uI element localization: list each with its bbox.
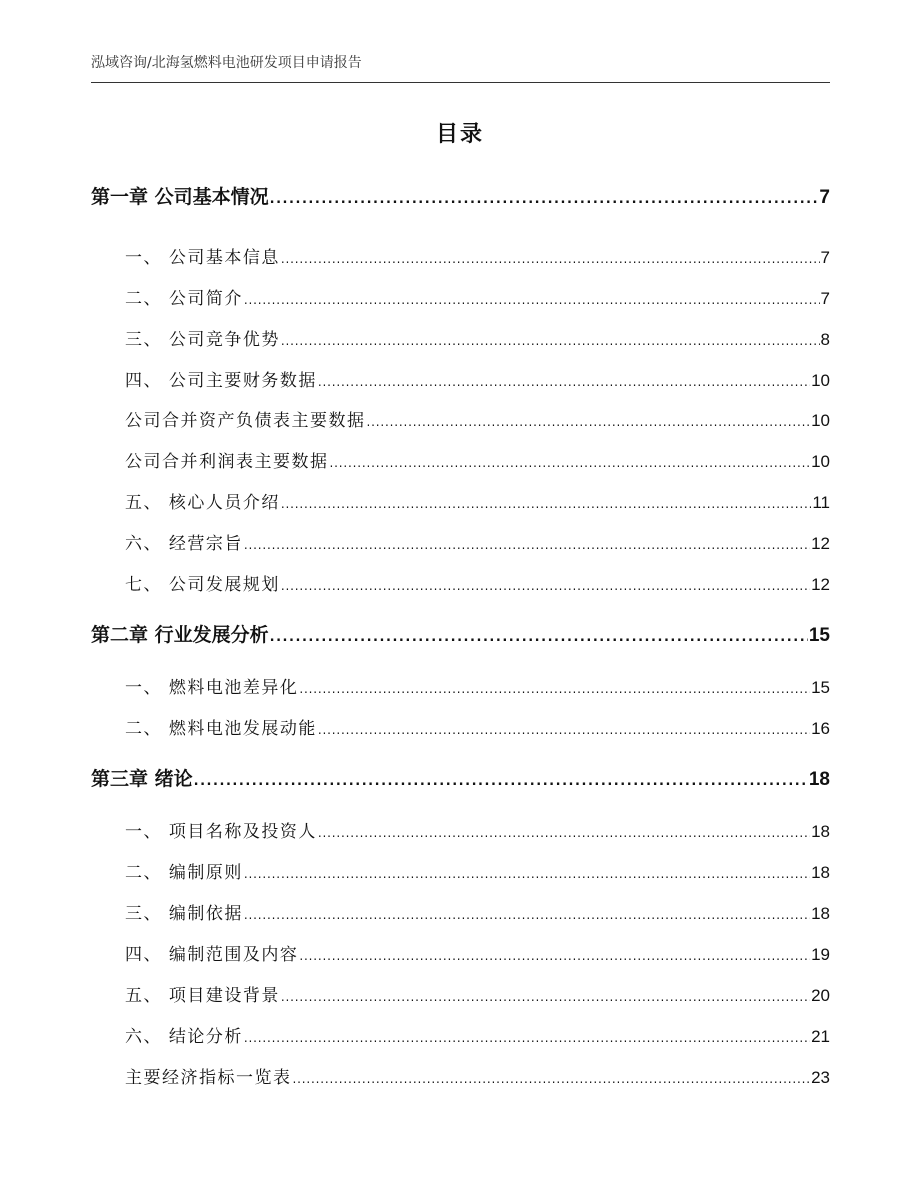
toc-entry-label: 五、 项目建设背景 bbox=[125, 986, 280, 1006]
toc-dot-leader bbox=[244, 287, 820, 312]
toc-entry-section[interactable] bbox=[125, 409, 830, 434]
toc-dot-leader bbox=[270, 184, 819, 213]
toc-entry-section[interactable] bbox=[125, 450, 830, 475]
toc-entry-page: 7 bbox=[820, 289, 830, 308]
toc-dot-leader bbox=[318, 369, 810, 394]
running-header: 泓域咨询/北海氢燃料电池研发项目申请报告 bbox=[91, 55, 362, 71]
toc-entry-page: 12 bbox=[811, 534, 830, 553]
toc-dot-leader bbox=[293, 1066, 811, 1091]
toc-entry-section[interactable] bbox=[125, 676, 830, 701]
toc-entry-chapter-2[interactable] bbox=[91, 622, 830, 651]
toc-entry-page: 16 bbox=[811, 719, 830, 738]
toc-dot-leader bbox=[281, 246, 820, 271]
toc-entry-page: 10 bbox=[811, 371, 830, 390]
toc-entry-section[interactable] bbox=[125, 1066, 830, 1091]
toc-entry-page: 18 bbox=[811, 822, 830, 841]
toc-entry-page: 10 bbox=[811, 411, 830, 430]
toc-dot-leader bbox=[299, 943, 810, 968]
toc-dot-leader bbox=[244, 861, 810, 886]
toc-entry-page: 11 bbox=[812, 493, 830, 512]
toc-entry-section[interactable] bbox=[125, 984, 830, 1009]
toc-entry-page: 18 bbox=[811, 863, 830, 882]
toc-dot-leader bbox=[367, 409, 811, 434]
toc-entry-page: 18 bbox=[808, 769, 830, 790]
toc-entry-chapter-1[interactable] bbox=[91, 184, 830, 213]
toc-entry-section[interactable] bbox=[125, 287, 830, 312]
toc-entry-label: 三、 编制依据 bbox=[125, 904, 243, 924]
toc-dot-leader bbox=[281, 984, 810, 1009]
toc-entry-section[interactable] bbox=[125, 717, 830, 742]
toc-entry-chapter-3[interactable] bbox=[91, 766, 830, 795]
toc-entry-label: 一、 项目名称及投资人 bbox=[125, 822, 317, 842]
toc-dot-leader bbox=[299, 676, 810, 701]
toc-dot-leader bbox=[318, 820, 810, 845]
toc-entry-page: 7 bbox=[820, 248, 830, 267]
toc-entry-label: 公司合并利润表主要数据 bbox=[125, 452, 329, 472]
toc-entry-section[interactable] bbox=[125, 573, 830, 598]
toc-entry-label: 二、 燃料电池发展动能 bbox=[125, 719, 317, 739]
toc-entry-label: 三、 公司竞争优势 bbox=[125, 330, 280, 350]
toc-entry-label: 第一章 公司基本情况 bbox=[91, 186, 269, 208]
toc-entry-section[interactable] bbox=[125, 328, 830, 353]
toc-entry-label: 二、 公司简介 bbox=[125, 289, 243, 309]
toc-entry-label: 二、 编制原则 bbox=[125, 863, 243, 883]
toc-entry-label: 主要经济指标一览表 bbox=[125, 1068, 292, 1088]
toc-entry-page: 23 bbox=[811, 1068, 830, 1087]
toc-dot-leader bbox=[270, 622, 808, 651]
toc-entry-page: 12 bbox=[811, 575, 830, 594]
toc-entry-section[interactable] bbox=[125, 246, 830, 271]
toc-dot-leader bbox=[281, 491, 811, 516]
toc-entry-section[interactable] bbox=[125, 369, 830, 394]
toc-entry-label: 公司合并资产负债表主要数据 bbox=[125, 411, 366, 431]
toc-dot-leader bbox=[244, 532, 810, 557]
toc-entry-label: 一、 燃料电池差异化 bbox=[125, 678, 299, 698]
toc-entry-section[interactable] bbox=[125, 491, 830, 516]
toc-entry-page: 8 bbox=[820, 330, 830, 349]
toc-entry-section[interactable] bbox=[125, 532, 830, 557]
toc-entry-page: 15 bbox=[808, 625, 830, 646]
toc-entry-label: 一、 公司基本信息 bbox=[125, 248, 280, 268]
toc-entry-section[interactable] bbox=[125, 820, 830, 845]
toc-entry-label: 四、 编制范围及内容 bbox=[125, 945, 299, 965]
toc-dot-leader bbox=[330, 450, 811, 475]
toc-dot-leader bbox=[318, 717, 810, 742]
toc-entry-page: 10 bbox=[811, 452, 830, 471]
toc-entry-section[interactable] bbox=[125, 943, 830, 968]
toc-dot-leader bbox=[281, 328, 820, 353]
toc-entry-label: 七、 公司发展规划 bbox=[125, 575, 280, 595]
toc-entry-section[interactable] bbox=[125, 1025, 830, 1050]
toc-entry-page: 18 bbox=[811, 904, 830, 923]
toc-entry-label: 四、 公司主要财务数据 bbox=[125, 371, 317, 391]
toc-entry-page: 7 bbox=[819, 187, 830, 208]
toc-dot-leader bbox=[244, 902, 810, 927]
toc-entry-label: 第二章 行业发展分析 bbox=[91, 624, 269, 646]
toc-title: 目录 bbox=[435, 122, 484, 147]
toc-entry-page: 19 bbox=[811, 945, 830, 964]
toc-entry-label: 第三章 绪论 bbox=[91, 768, 193, 790]
toc-entry-page: 21 bbox=[811, 1027, 830, 1046]
toc-entry-section[interactable] bbox=[125, 861, 830, 886]
toc-dot-leader bbox=[244, 1025, 810, 1050]
toc-entry-label: 六、 结论分析 bbox=[125, 1027, 243, 1047]
toc-entry-label: 五、 核心人员介绍 bbox=[125, 493, 280, 513]
toc-entry-section[interactable] bbox=[125, 902, 830, 927]
toc-dot-leader bbox=[194, 766, 808, 795]
toc-dot-leader bbox=[281, 573, 810, 598]
toc-entry-label: 六、 经营宗旨 bbox=[125, 534, 243, 554]
toc-entry-page: 20 bbox=[811, 986, 830, 1005]
toc-entry-page: 15 bbox=[811, 678, 830, 697]
